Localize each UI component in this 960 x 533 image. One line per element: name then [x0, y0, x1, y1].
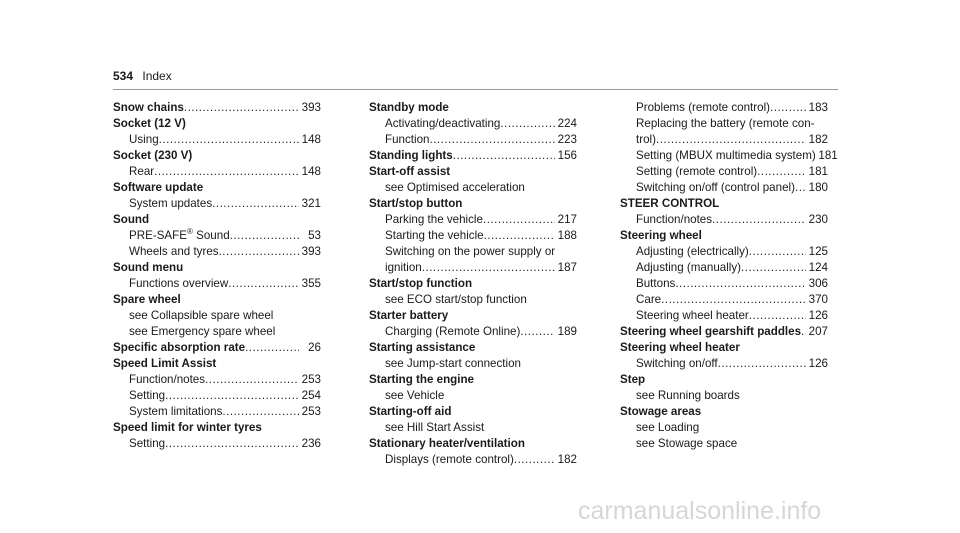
dot-leader: [500, 116, 555, 132]
page-ref: 183: [808, 101, 828, 114]
entry-text: Activating/deactivating: [385, 117, 501, 130]
entry-text: trol): [636, 133, 656, 146]
index-term: Sound: [113, 213, 150, 226]
index-subentry: [113, 228, 321, 244]
index-see-ref: see ECO start/stop function: [385, 293, 527, 306]
dot-leader: [749, 308, 806, 324]
dot-leader: [520, 324, 555, 340]
header-divider: [113, 89, 838, 90]
dot-leader: [514, 452, 555, 468]
index-subentry: [620, 244, 828, 260]
index-subentry: [113, 404, 321, 420]
index-term: Steering wheel heater: [620, 341, 740, 354]
entry-text-part: Sound: [192, 229, 230, 242]
index-subentry: [113, 164, 321, 180]
page-ref: 321: [301, 197, 321, 210]
index-term: Socket (12 V): [113, 117, 186, 130]
dot-leader: [453, 148, 555, 164]
index-see-ref: see Loading: [636, 421, 700, 434]
index-subentry: [369, 452, 577, 468]
index-subentry: [369, 324, 577, 340]
index-term-row: [369, 148, 577, 164]
entry-text: Displays (remote control): [385, 453, 514, 466]
index-subentry: [620, 292, 828, 308]
dot-leader: [712, 212, 806, 228]
index-term: Step: [620, 373, 646, 386]
page-header: [113, 68, 172, 84]
entry-text: Switching on/off: [636, 357, 718, 370]
index-column-1: [113, 100, 321, 452]
section-title: Index: [142, 69, 172, 83]
dot-leader: [154, 164, 299, 180]
dot-leader: [757, 164, 806, 180]
dot-leader: [484, 228, 555, 244]
page-ref: 189: [557, 325, 577, 338]
index-see-ref: Replacing the battery (remote con-: [636, 117, 815, 130]
index-column-2: [369, 100, 577, 468]
index-term-row: [620, 324, 828, 340]
index-see-ref: see Jump-start connection: [385, 357, 521, 370]
entry-text: Using: [129, 133, 159, 146]
entry-text: Function/notes: [636, 213, 713, 226]
index-term: Software update: [113, 181, 204, 194]
index-term: Speed limit for winter tyres: [113, 421, 262, 434]
index-term-row: [113, 340, 321, 356]
index-term: Stationary heater/ventilation: [369, 437, 525, 450]
entry-text: Functions overview: [129, 277, 229, 290]
index-subentry: [620, 356, 828, 372]
index-subentry: [369, 212, 577, 228]
index-term: Starter battery: [369, 309, 449, 322]
entry-text: Setting (remote control): [636, 165, 758, 178]
index-see-ref: see Collapsible spare wheel: [129, 309, 274, 322]
index-see-ref: see Vehicle: [385, 389, 445, 402]
index-subentry: [620, 308, 828, 324]
index-term: Snow chains: [113, 101, 184, 114]
dot-leader: [661, 292, 806, 308]
index-see-ref: Switching on the power supply or: [385, 245, 556, 258]
entry-text: Starting the vehicle: [385, 229, 484, 242]
page-ref: 217: [557, 213, 577, 226]
index-term: Start/stop button: [369, 197, 463, 210]
dot-leader: [212, 196, 299, 212]
dot-leader: [749, 244, 806, 260]
page-ref: 253: [301, 373, 321, 386]
entry-text: Buttons: [636, 277, 676, 290]
dot-leader: [230, 228, 299, 244]
entry-text: Setting: [129, 437, 166, 450]
entry-text: Switching on/off (control panel): [636, 181, 795, 194]
entry-text: Wheels and tyres: [129, 245, 219, 258]
entry-text: System updates: [129, 197, 213, 210]
page-ref: 370: [808, 293, 828, 306]
index-term: Standing lights: [369, 149, 453, 162]
index-subentry: [369, 132, 577, 148]
page-ref: 124: [808, 261, 828, 274]
index-subentry: [369, 260, 577, 276]
index-subentry: [620, 180, 828, 196]
entry-text: Charging (Remote Online): [385, 325, 521, 338]
page-ref: 148: [301, 165, 321, 178]
index-subentry: [620, 132, 828, 148]
dot-leader: [184, 100, 299, 116]
page-ref: 180: [808, 181, 828, 194]
index-subentry: [113, 372, 321, 388]
index-subentry: [113, 196, 321, 212]
index-term: Start/stop function: [369, 277, 473, 290]
page-ref: 207: [808, 325, 828, 338]
dot-leader: [165, 388, 299, 404]
index-term: Sound menu: [113, 261, 184, 274]
page-ref: 254: [301, 389, 321, 402]
index-subentry: [113, 132, 321, 148]
index-term-row: [113, 100, 321, 116]
page-ref: 393: [301, 101, 321, 114]
entry-text: [129, 228, 230, 244]
index-term: Spare wheel: [113, 293, 181, 306]
index-term: Steering wheel: [620, 229, 702, 242]
index-see-ref: see Hill Start Assist: [385, 421, 485, 434]
dot-leader: [741, 260, 806, 276]
page-number: 534: [113, 69, 134, 83]
page-ref: 126: [808, 309, 828, 322]
dot-leader: [718, 356, 806, 372]
entry-text: Problems (remote control): [636, 101, 771, 114]
entry-text: ignition: [385, 261, 422, 274]
page-ref: 223: [557, 133, 577, 146]
dot-leader: [165, 436, 299, 452]
page-ref: 187: [557, 261, 577, 274]
entry-text: Function: [385, 133, 430, 146]
entry-text: Rear: [129, 165, 155, 178]
dot-leader: [228, 276, 299, 292]
entry-text: Setting: [129, 389, 166, 402]
dot-leader: [483, 212, 555, 228]
entry-text: Steering wheel heater: [636, 309, 749, 322]
entry-text: Function/notes: [129, 373, 206, 386]
page-ref: 393: [301, 245, 321, 258]
dot-leader: [245, 340, 299, 356]
page-ref: 188: [557, 229, 577, 242]
index-see-ref: see Running boards: [636, 389, 740, 402]
dot-leader: [222, 404, 299, 420]
page-ref: 156: [557, 149, 577, 162]
dot-leader: [795, 180, 806, 196]
dot-leader: [205, 372, 299, 388]
page-ref: 306: [808, 277, 828, 290]
index-subentry: [620, 260, 828, 276]
page-ref: 230: [808, 213, 828, 226]
page-ref: 26: [308, 341, 321, 354]
dot-leader: [656, 132, 806, 148]
dot-leader: [770, 100, 806, 116]
index-term: Starting-off aid: [369, 405, 452, 418]
index-subentry: [620, 148, 838, 164]
entry-text-part: PRE-SAFE: [129, 229, 187, 242]
index-subentry: [113, 388, 321, 404]
entry-text: Care: [636, 293, 662, 306]
index-term: Socket (230 V): [113, 149, 193, 162]
index-term: STEER CONTROL: [620, 197, 720, 210]
index-subentry: [113, 244, 321, 260]
page-ref: 181: [808, 165, 828, 178]
index-see-ref: see Emergency spare wheel: [129, 325, 276, 338]
index-term: Steering wheel gearshift paddles: [620, 325, 802, 338]
index-subentry: [620, 164, 828, 180]
index-see-ref: see Stowage space: [636, 437, 738, 450]
index-term: Specific absorption rate: [113, 341, 246, 354]
page-ref: 236: [301, 437, 321, 450]
dot-leader: [422, 260, 555, 276]
watermark: carmanualsonline.info: [578, 497, 822, 525]
index-subentry: [620, 100, 828, 116]
index-term: Standby mode: [369, 101, 449, 114]
page-ref: 355: [301, 277, 321, 290]
page-ref: 253: [301, 405, 321, 418]
page-ref: 182: [557, 453, 577, 466]
index-term: Start-off assist: [369, 165, 451, 178]
entry-text: Adjusting (manually): [636, 261, 742, 274]
entry-text: Setting (MBUX multimedia system): [636, 149, 816, 162]
index-subentry: [113, 436, 321, 452]
page-ref: 182: [808, 133, 828, 146]
index-subentry: [369, 228, 577, 244]
page-ref: 125: [808, 245, 828, 258]
page-ref: 148: [301, 133, 321, 146]
page-ref: 126: [808, 357, 828, 370]
entry-text: System limitations: [129, 405, 223, 418]
registered-mark: ®: [186, 227, 193, 237]
index-column-3: [620, 100, 838, 452]
index-term: Stowage areas: [620, 405, 702, 418]
index-term: Speed Limit Assist: [113, 357, 217, 370]
page-ref: 224: [557, 117, 577, 130]
dot-leader: [675, 276, 806, 292]
index-see-ref: see Optimised acceleration: [385, 181, 525, 194]
dot-leader: [219, 244, 299, 260]
index-term: Starting the engine: [369, 373, 474, 386]
index-subentry: [620, 276, 828, 292]
dot-leader: [429, 132, 555, 148]
index-subentry: [369, 116, 577, 132]
index-subentry: [113, 276, 321, 292]
index-subentry: [620, 212, 828, 228]
entry-text: Adjusting (electrically): [636, 245, 749, 258]
index-term: Starting assistance: [369, 341, 476, 354]
entry-text: Parking the vehicle: [385, 213, 483, 226]
page-ref: 181: [818, 149, 838, 162]
dot-leader: [159, 132, 299, 148]
page-ref: 53: [308, 229, 321, 242]
